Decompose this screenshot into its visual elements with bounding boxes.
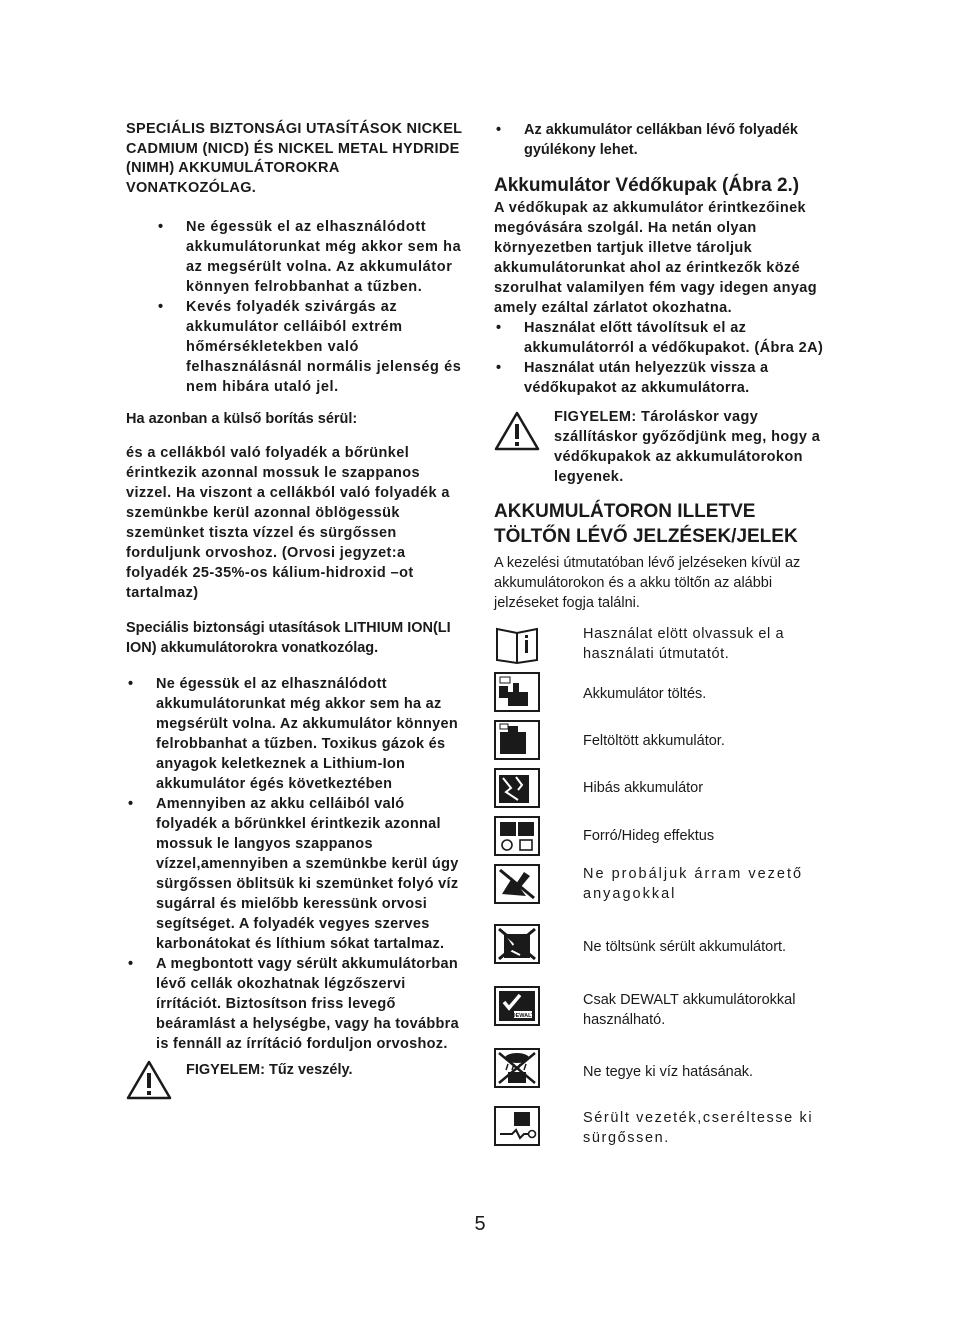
symbol-text: Sérült vezeték,cseréltesse ki sürgőssen.: [583, 1110, 814, 1146]
symbol-row: [494, 1106, 838, 1154]
read-manual-icon: [494, 624, 540, 664]
fire-warning-text: FIGYELEM: Tűz veszély.: [186, 1062, 353, 1078]
right-column: [494, 120, 838, 1154]
list-item-text: A megbontott vagy sérült akkumulátorban lévő cellák okozhatnak légzőszervi írrítációt. Biztosítson friss levegő beáramlást a helységbe, vagy ha továbbra is fennáll az írrítáció forduljon orvoshoz.: [156, 956, 459, 1052]
nicd-nimh-heading: SPECIÁLIS BIZTONSÁGI UTASÍTÁSOK NICKEL CADMIUM (NICD) ÉS NICKEL METAL HYDRIDE (NIMH) AKKUMULÁTOROKRA VONATKOZÓLAG.: [126, 121, 463, 196]
warning-triangle-icon: [126, 1060, 172, 1100]
battery-charging-icon: [494, 672, 540, 712]
list-item-text: Az akkumulátor cellákban lévő folyadék gyúlékony lehet.: [524, 122, 798, 158]
transport-warning: [494, 407, 838, 487]
list-item: [494, 318, 838, 358]
page-number: 5: [474, 1213, 486, 1235]
symbol-text: Forró/Hideg effektus: [583, 828, 715, 844]
symbol-row: [494, 768, 838, 816]
symbol-row: [494, 816, 838, 864]
symbol-row: [494, 720, 838, 768]
symbol-text: Ne probáljuk árram vezető anyagokkal: [583, 866, 804, 902]
list-item: [156, 297, 466, 397]
list-item-text: Ne égessük el az elhasználódott akkumulátorunkat még akkor sem ha az megsérült volna. Az akkumulátor könnyen felrobbanhat a tűzben. Toxikus gázok és anyagok keletkeznek a Lithium-Ion akkumulátor égés következtében: [156, 676, 459, 792]
battery-charged-icon: [494, 720, 540, 760]
faulty-battery-icon: [494, 768, 540, 808]
dewalt-logo-text: DEWALT: [511, 1013, 535, 1019]
skin-contact-text: és a cellákból való folyadék a bőrünkel érintkezik azonnal mossuk le szappanos vizzel. Ha viszont a cellákból való folyadék a szemünkbe kerül azonnal öblögessük szemünket tiszta vízzel és sürgőssen forduljunk orvoshoz. (Orvosi jegyzet:a folyadék 25-35%-os kálium-hidroxid –ot tartalmaz): [126, 445, 450, 601]
symbol-text: Használat elött olvassuk el a használati útmutatót.: [583, 626, 785, 662]
labels-intro: A kezelési útmutatóban lévő jelzéseken kívül az akkumulátorokon és a akku töltőn az alábbi jelzéseket fogja találni.: [494, 555, 801, 611]
symbol-row: [494, 924, 838, 986]
list-item: [494, 358, 838, 398]
no-conductive-material-icon: [494, 864, 540, 904]
labels-heading-line-1: AKKUMULÁTORON ILLETVE: [494, 501, 756, 522]
cap-text: A védőkupak az akkumulátor érintkezőinek megóvására szolgál. Ha netán olyan környezetben tartjuk illetve tároljuk akkumulátorunkat ahol az érintkezők közé szorulhat valamilyen fém vagy idegen anyag amely ezáltal zárlatot okozhatna.: [494, 200, 818, 316]
list-item: [126, 674, 466, 794]
transport-warning-text: FIGYELEM: Tároláskor vagy szállításkor győződjünk meg, hogy a védőkupakok az akkumulátorokon legyenek.: [554, 409, 821, 485]
list-item-text: Használat után helyezzük vissza a védőkupakot az akkumulátorra.: [524, 360, 769, 396]
warning-triangle-icon: [494, 411, 540, 451]
symbol-row: [494, 624, 838, 672]
left-column: [126, 120, 466, 1100]
dewalt-only-icon: [494, 986, 540, 1026]
list-item-text: Amennyiben az akku celláiból való folyadék a bőrünkkel érintkezik azonnal mossuk le langyos szappanos vízzel,amennyiben a szemünkbe kerül úgy sürgőssen öblitsük ki szemünket folyó víz sugárral és mielőbb keressünk orvosi segítséget. A folyadék vegyes szerves karbonátokat és líthium sókat tartalmaz.: [156, 796, 459, 952]
cap-heading: Akkumulátor Védőkupak (Ábra 2.): [494, 175, 800, 196]
symbol-text: Feltöltött akkumulátor.: [583, 733, 725, 749]
labels-heading: [494, 499, 838, 549]
labels-heading-line-2: TÖLTŐN LÉVŐ JELZÉSEK/JELEK: [494, 526, 798, 547]
symbol-text: Akkumulátor töltés.: [583, 686, 707, 702]
symbol-text: Ne tegye ki víz hatásának.: [583, 1064, 754, 1080]
list-item: [156, 217, 466, 297]
fire-warning: [126, 1060, 466, 1100]
list-item-text: Használat előtt távolítsuk el az akkumulátorról a védőkupakot. (Ábra 2A): [524, 320, 824, 356]
list-item: [126, 954, 466, 1054]
list-item-text: Kevés folyadék szivárgás az akkumulátor celláiból extrém hőmérsékletekben való felhasználásnál normális jelenség és nem hibára utaló jel.: [186, 299, 462, 395]
symbol-row: [494, 864, 838, 924]
list-item-text: Ne égessük el az elhasználódott akkumulátorunkat még akkor sem ha az megsérült volna. Az akkumulátor könnyen felrobbanhat a tűzben.: [186, 219, 462, 295]
lithium-heading: Speciális biztonsági utasítások LITHIUM ION(LI ION) akkumulátorokra vonatkozólag.: [126, 620, 451, 656]
symbol-text: Hibás akkumulátor: [583, 780, 704, 796]
symbol-row: [494, 986, 838, 1048]
list-item: [494, 120, 838, 160]
no-water-icon: [494, 1048, 540, 1088]
outer-damaged-text: Ha azonban a külső borítás sérül:: [126, 411, 358, 427]
symbol-row: [494, 672, 838, 720]
symbol-text: Ne töltsünk sérült akkumulátort.: [583, 939, 787, 955]
damaged-cord-icon: [494, 1106, 540, 1146]
hot-cold-icon: [494, 816, 540, 856]
list-item: [126, 794, 466, 954]
no-damaged-battery-icon: [494, 924, 540, 964]
symbol-row: [494, 1048, 838, 1106]
symbol-text: Csak DEWALT akkumulátorokkal használható.: [583, 992, 796, 1028]
